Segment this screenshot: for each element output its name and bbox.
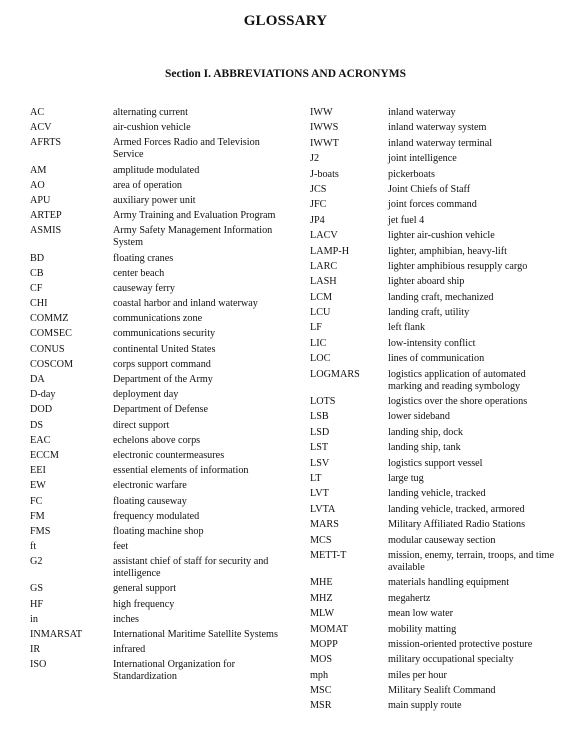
glossary-entry xyxy=(310,488,560,500)
glossary-abbreviation: COSCOM xyxy=(30,358,74,370)
glossary-definition: landing craft, mechanized xyxy=(388,291,494,303)
glossary-abbreviation: LACV xyxy=(310,230,338,242)
glossary-definition: deployment day xyxy=(113,389,179,401)
glossary-abbreviation: BD xyxy=(30,252,45,264)
glossary-entry xyxy=(310,670,560,682)
glossary-abbreviation: CF xyxy=(30,282,43,294)
glossary-entry xyxy=(310,519,560,531)
glossary-definition: direct support xyxy=(113,419,170,431)
glossary-entry xyxy=(30,526,292,538)
glossary-entry xyxy=(310,427,560,439)
glossary-abbreviation: IWW xyxy=(310,107,333,118)
glossary-entry xyxy=(30,313,292,325)
glossary-abbreviation: LARC xyxy=(310,260,338,272)
glossary-definition: Joint Chiefs of Staff xyxy=(388,183,471,195)
glossary-abbreviation: LVT xyxy=(310,488,329,500)
glossary-entry xyxy=(310,654,560,666)
glossary-definition: general support xyxy=(113,583,177,595)
glossary-entry xyxy=(30,465,292,477)
glossary-definition: modular causeway section xyxy=(388,534,496,546)
glossary-definition: landing vehicle, tracked, armored xyxy=(388,503,525,515)
glossary-left-column xyxy=(30,107,292,687)
glossary-entry xyxy=(310,153,560,165)
glossary-entry xyxy=(30,298,292,310)
glossary-abbreviation: ACV xyxy=(30,122,52,134)
glossary-abbreviation: AO xyxy=(30,179,45,191)
glossary-definition: communications zone xyxy=(113,313,203,325)
glossary-entry xyxy=(30,225,292,249)
glossary-entry xyxy=(30,359,292,371)
glossary-abbreviation: LSV xyxy=(310,457,330,469)
glossary-abbreviation: MCS xyxy=(310,534,332,546)
glossary-definition: communications security xyxy=(113,328,216,340)
glossary-definition: materials handling equipment xyxy=(388,577,510,589)
glossary-entry xyxy=(310,369,560,393)
glossary-abbreviation: JP4 xyxy=(310,214,325,226)
glossary-entry xyxy=(30,253,292,265)
glossary-definition: mean low water xyxy=(388,608,454,620)
glossary-entry xyxy=(310,107,560,119)
glossary-entry xyxy=(30,599,292,611)
glossary-definition: assistant chief of staff for security and intelligence xyxy=(113,556,269,580)
glossary-entry xyxy=(310,169,560,181)
glossary-definition: coastal harbor and inland waterway xyxy=(113,298,258,310)
glossary-definition: left flank xyxy=(388,322,426,334)
glossary-definition: lower sideband xyxy=(388,411,450,423)
glossary-entry xyxy=(310,624,560,636)
glossary-entry xyxy=(310,593,560,605)
glossary-abbreviation: DS xyxy=(30,419,44,431)
glossary-abbreviation: FM xyxy=(30,510,45,522)
glossary-abbreviation: AM xyxy=(30,164,47,176)
glossary-entry xyxy=(310,700,560,712)
glossary-entry xyxy=(310,458,560,470)
glossary-abbreviation: LSD xyxy=(310,426,330,438)
glossary-abbreviation: J2 xyxy=(310,153,320,165)
glossary-definition: lines of communication xyxy=(388,353,485,365)
glossary-entry xyxy=(30,644,292,656)
glossary-abbreviation: JCS xyxy=(310,183,327,195)
glossary-definition: landing vehicle, tracked xyxy=(388,488,486,500)
glossary-abbreviation: HF xyxy=(30,598,44,610)
glossary-definition: auxiliary power unit xyxy=(113,194,196,206)
glossary-entry xyxy=(310,442,560,454)
glossary-entry xyxy=(30,283,292,295)
glossary-definition: low-intensity conflict xyxy=(388,337,476,349)
glossary-abbreviation: CB xyxy=(30,267,44,279)
section-heading: Section I. ABBREVIATIONS AND ACRONYMS xyxy=(164,68,406,80)
glossary-definition: mission-oriented protective posture xyxy=(388,638,533,650)
glossary-abbreviation: LVTA xyxy=(310,503,336,515)
glossary-entry xyxy=(310,473,560,485)
glossary-definition: main supply route xyxy=(388,700,462,712)
glossary-entry xyxy=(30,420,292,432)
glossary-definition: inland waterway terminal xyxy=(388,137,493,149)
glossary-abbreviation: LSB xyxy=(310,411,329,423)
glossary-abbreviation: LOTS xyxy=(310,396,336,408)
glossary-definition: landing craft, utility xyxy=(388,307,470,319)
glossary-definition: lighter amphibious resupply cargo xyxy=(388,260,528,272)
glossary-definition: miles per hour xyxy=(388,669,447,681)
glossary-entry xyxy=(310,246,560,258)
glossary-abbreviation: MLW xyxy=(310,608,335,620)
glossary-entry xyxy=(30,435,292,447)
glossary-entry xyxy=(30,541,292,553)
glossary-definition: center beach xyxy=(113,267,165,279)
glossary-abbreviation: ASMIS xyxy=(30,225,62,237)
glossary-abbreviation: ft xyxy=(30,541,37,553)
glossary-abbreviation: AFRTS xyxy=(30,137,62,149)
glossary-definition: joint intelligence xyxy=(388,153,457,165)
glossary-abbreviation: mph xyxy=(310,669,329,681)
glossary-abbreviation: LAMP-H xyxy=(310,245,350,257)
glossary-definition: Department of the Army xyxy=(113,374,213,385)
glossary-entry xyxy=(310,685,560,697)
glossary-definition: megahertz xyxy=(388,592,431,604)
glossary-abbreviation: COMMZ xyxy=(30,313,69,325)
glossary-definition: floating causeway xyxy=(113,495,187,507)
glossary-abbreviation: INMARSAT xyxy=(30,629,83,640)
glossary-definition: inland waterway xyxy=(388,107,456,118)
glossary-entry xyxy=(30,659,292,683)
glossary-entry xyxy=(30,511,292,523)
glossary-entry xyxy=(310,199,560,211)
glossary-abbreviation: AC xyxy=(30,107,45,118)
glossary-entry xyxy=(30,107,292,119)
glossary-definition: Army Safety Management Information System xyxy=(113,225,273,249)
glossary-right-column xyxy=(310,107,560,716)
glossary-abbreviation: LOGMARS xyxy=(310,368,360,380)
glossary-definition: high frequency xyxy=(113,598,175,610)
glossary-definition: mobility matting xyxy=(388,623,457,635)
glossary-entry xyxy=(30,268,292,280)
glossary-definition: feet xyxy=(113,541,129,553)
glossary-entry xyxy=(30,180,292,192)
glossary-abbreviation: ISO xyxy=(30,659,47,671)
glossary-abbreviation: LASH xyxy=(310,276,337,288)
glossary-abbreviation: LCU xyxy=(310,307,331,319)
glossary-entry xyxy=(310,396,560,408)
glossary-definition: inches xyxy=(113,613,140,625)
glossary-definition: air-cushion vehicle xyxy=(113,122,191,134)
glossary-abbreviation: CHI xyxy=(30,298,48,310)
glossary-abbreviation: MSC xyxy=(310,685,332,697)
glossary-definition: logistics support vessel xyxy=(388,457,483,469)
glossary-entry xyxy=(310,122,560,134)
glossary-entry xyxy=(310,353,560,365)
glossary-definition: Armed Forces Radio and Television Service xyxy=(113,137,260,161)
page-title: GLOSSARY xyxy=(243,13,328,29)
glossary-abbreviation: EEI xyxy=(30,465,46,477)
glossary-abbreviation: LT xyxy=(310,472,322,484)
glossary-entry xyxy=(310,138,560,150)
glossary-definition: electronic warfare xyxy=(113,480,187,492)
glossary-abbreviation: JFC xyxy=(310,199,327,211)
glossary-abbreviation: MOMAT xyxy=(310,623,348,635)
glossary-definition: lighter aboard ship xyxy=(388,276,465,288)
glossary-definition: electronic countermeasures xyxy=(113,449,225,461)
glossary-definition: joint forces command xyxy=(388,199,477,211)
glossary-abbreviation: MHZ xyxy=(310,592,333,604)
glossary-definition: alternating current xyxy=(113,107,188,118)
glossary-abbreviation: ARTEP xyxy=(30,210,62,222)
glossary-abbreviation: MOS xyxy=(310,654,333,666)
glossary-abbreviation: IWWT xyxy=(310,137,339,149)
glossary-entry xyxy=(30,480,292,492)
glossary-entry xyxy=(310,276,560,288)
glossary-abbreviation: LOC xyxy=(310,353,331,365)
glossary-definition: logistics over the shore operations xyxy=(388,396,528,408)
glossary-entry xyxy=(30,165,292,177)
glossary-definition: jet fuel 4 xyxy=(388,214,425,226)
glossary-abbreviation: IR xyxy=(30,644,41,656)
glossary-definition: Military Affiliated Radio Stations xyxy=(388,519,526,531)
glossary-entry xyxy=(310,338,560,350)
glossary-definition: floating machine shop xyxy=(113,525,204,537)
glossary-entry xyxy=(30,614,292,626)
glossary-abbreviation: MARS xyxy=(310,519,339,531)
glossary-entry xyxy=(30,137,292,161)
glossary-definition: essential elements of information xyxy=(113,465,249,477)
glossary-definition: frequency modulated xyxy=(113,510,200,522)
glossary-entry xyxy=(310,184,560,196)
glossary-abbreviation: FC xyxy=(30,495,43,507)
glossary-abbreviation: G2 xyxy=(30,556,43,568)
glossary-entry xyxy=(30,583,292,595)
glossary-definition: International Maritime Satellite Systems xyxy=(113,629,278,640)
glossary-entry xyxy=(30,404,292,416)
glossary-abbreviation: MSR xyxy=(310,700,332,712)
glossary-definition: large tug xyxy=(388,472,424,484)
glossary-abbreviation: EW xyxy=(30,480,46,492)
glossary-definition: causeway ferry xyxy=(113,282,175,294)
glossary-entry xyxy=(30,556,292,580)
glossary-entry xyxy=(310,411,560,423)
glossary-definition: area of operation xyxy=(113,179,183,191)
glossary-definition: lighter, amphibian, heavy-lift xyxy=(388,245,507,257)
glossary-definition: landing ship, dock xyxy=(388,426,463,438)
glossary-abbreviation: LST xyxy=(310,442,329,454)
glossary-definition: landing ship, tank xyxy=(388,442,461,454)
glossary-abbreviation: COMSEC xyxy=(30,328,72,340)
glossary-entry xyxy=(310,261,560,273)
glossary-definition: lighter air-cushion vehicle xyxy=(388,230,495,242)
glossary-abbreviation: EAC xyxy=(30,434,51,446)
glossary-entry xyxy=(310,322,560,334)
glossary-abbreviation: GS xyxy=(30,583,44,595)
glossary-abbreviation: DOD xyxy=(30,404,53,416)
glossary-entry xyxy=(30,122,292,134)
glossary-definition: Military Sealift Command xyxy=(388,685,496,697)
glossary-entry xyxy=(310,639,560,651)
glossary-entry xyxy=(30,374,292,386)
glossary-abbreviation: LCM xyxy=(310,291,333,303)
glossary-definition: corps support command xyxy=(113,358,211,370)
glossary-entry xyxy=(310,215,560,227)
glossary-definition: International Organization for Standardization xyxy=(113,659,236,683)
glossary-entry xyxy=(310,230,560,242)
glossary-entry xyxy=(310,535,560,547)
glossary-definition: inland waterway system xyxy=(388,122,487,134)
glossary-definition: Department of Defense xyxy=(113,404,209,416)
glossary-definition: mission, enemy, terrain, troops, and time available xyxy=(388,549,554,573)
glossary-entry xyxy=(30,210,292,222)
glossary-abbreviation: FMS xyxy=(30,525,51,537)
glossary-abbreviation: CONUS xyxy=(30,343,65,355)
glossary-abbreviation: APU xyxy=(30,194,51,206)
glossary-entry xyxy=(30,328,292,340)
glossary-definition: floating cranes xyxy=(113,252,174,264)
glossary-entry xyxy=(310,307,560,319)
glossary-entry xyxy=(310,504,560,516)
glossary-definition: echelons above corps xyxy=(113,434,201,446)
glossary-definition: pickerboats xyxy=(388,168,435,180)
glossary-entry xyxy=(310,608,560,620)
glossary-entry xyxy=(30,496,292,508)
glossary-abbreviation: in xyxy=(30,613,38,625)
glossary-definition: amplitude modulated xyxy=(113,164,200,176)
glossary-abbreviation: MHE xyxy=(310,577,333,589)
glossary-abbreviation: IWWS xyxy=(310,122,339,134)
glossary-definition: logistics application of automated marking and reading symbology xyxy=(388,368,526,392)
glossary-definition: infrared xyxy=(113,644,146,656)
glossary-definition: continental United States xyxy=(113,343,216,355)
glossary-entry xyxy=(30,195,292,207)
glossary-definition: Army Training and Evaluation Program xyxy=(113,210,276,222)
glossary-entry xyxy=(30,389,292,401)
glossary-abbreviation: ECCM xyxy=(30,449,59,461)
glossary-abbreviation: LIC xyxy=(310,337,327,349)
glossary-abbreviation: J-boats xyxy=(310,168,339,180)
glossary-abbreviation: MOPP xyxy=(310,638,338,650)
glossary-definition: military occupational specialty xyxy=(388,654,514,666)
glossary-entry xyxy=(30,344,292,356)
glossary-entry xyxy=(310,577,560,589)
glossary-abbreviation: LF xyxy=(310,322,322,334)
glossary-abbreviation: METT-T xyxy=(310,549,347,561)
glossary-entry xyxy=(30,629,292,641)
glossary-entry xyxy=(30,450,292,462)
glossary-entry xyxy=(310,292,560,304)
glossary-abbreviation: DA xyxy=(30,374,45,385)
glossary-abbreviation: D-day xyxy=(30,389,56,401)
glossary-entry xyxy=(310,550,560,574)
